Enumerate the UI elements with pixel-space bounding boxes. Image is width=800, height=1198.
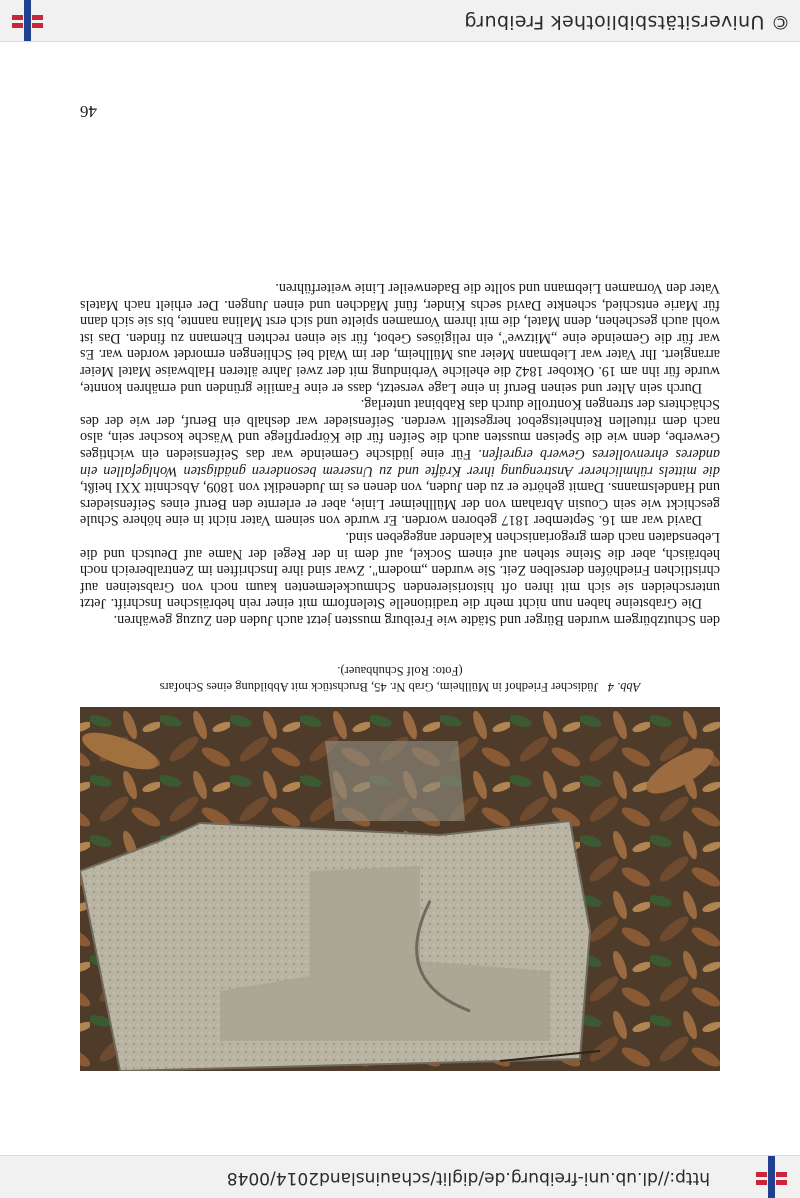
gravestone-photo <box>80 707 720 1071</box>
paragraph: Durch sein Alter und seinen Beruf in eine Lage versetzt, dass er eine Familie gründen und ernähren konnte, wurde für ihn am 19. Oktober 1842 die eheliche Verbindung mit der zwei Jahre älteren Halbwaise Matel Meier arrangiert. Ihr Vater war Liebmann Meier aus Müllheim, der im Wald bei Schliengen ermordet worden war. Es war für die Gemeinde eine „Mitzwe", ein religiöses Gebot, für sie einen rechten Ehemann zu finden. Das ist wohl auch geschehen, denn Matel, die mit ihrem Vornamen spielte und sich erst Malina nannte, bis sie sich dann für Marie entschied, schenkte David sechs Kinder, fünf Mädchen und einen Jungen. Der erhielt nach Matels Vater den Vornamen Liebmann und sollte die Badenweiler Linie weiterführen. <box>80 280 720 396</box>
quoted-edict-text: die mittels rühmlicherer Anstrengung ihrer Kräfte und zu Unserem besonderen gnädigsten Wohlgefallen ein anderes ehrenvolleres Gewerb ergreifen <box>80 446 720 479</box>
university-library-logo-icon <box>6 0 48 41</box>
paragraph <box>80 396 720 529</box>
book-page <box>0 43 800 1155</box>
paragraph-text: . Für eine jüdische Gemeinde war das Seifensieden ein wichtiges Gewerbe, denn wie die Speisen mussten auch die Seifen für die Körperpflege und Wäsche koscher sein, also nach dem rituellen Reinheitsgebot hergestellt werden. Seifensieder war deshalb ein Beruf, der wie der des Schächters der strengen Kontrolle durch das Rabbinat unterlag. <box>79 396 720 463</box>
paragraph-text: David war am 16. September 1817 geboren worden. Er wurde von seinem Vater nicht in eine höhere Schule geschickt wie sein Cousin Abraham von der Müllheimer Linie, aber er erlernte den Beruf eines Seifensieders und Handelsmanns. Damit gehörte er zu den Juden, von denen es im Judenedikt von 1809, Abschnitt XXI heißt, <box>80 479 720 529</box>
copyright-notice: © Universitätsbibliothek Freiburg <box>464 11 790 33</box>
body-text <box>80 280 720 628</box>
paragraph: den Schutzbürgern wurden Bürger und Städte wie Freiburg mussten jetzt auch Juden den Zuzug gewähren. <box>113 612 720 628</box>
figure-credit: (Foto: Rolf Schuhbauer). <box>337 664 463 678</box>
figure-label: Abb. 4 <box>607 680 641 694</box>
figure-caption <box>80 663 720 695</box>
header-bar <box>0 1155 800 1198</box>
paragraph: Die Grabsteine haben nun nicht mehr die traditionelle Stelenform mit einer rein hebräischen Inschrift. Jetzt unterscheiden sie sich mit ihren oft historisierenden Schmuckelementen kaum noch von Grabsteinen auf christlichen Friedhöfen derselben Zeit. Sie wurden „modern". Zwar sind ihre Inschriften im Zentralbereich noch hebräisch, aber die Steine stehen auf einem Sockel, auf dem in der Regel der Name auf Deutsch und die Lebensdaten nach dem gregorianischen Kalender angegeben sind. <box>80 529 720 612</box>
university-library-logo-icon <box>750 1156 792 1198</box>
page-number: 46 <box>80 102 97 121</box>
footer-bar <box>0 0 800 42</box>
figure-caption-text: Jüdischer Friedhof in Müllheim, Grab Nr. 45, Bruchstück mit Abbildung eines Schofars <box>159 680 599 694</box>
source-url[interactable]: http://dl.ub.uni-freiburg.de/diglit/schauinsland2014/0048 <box>226 1168 710 1188</box>
